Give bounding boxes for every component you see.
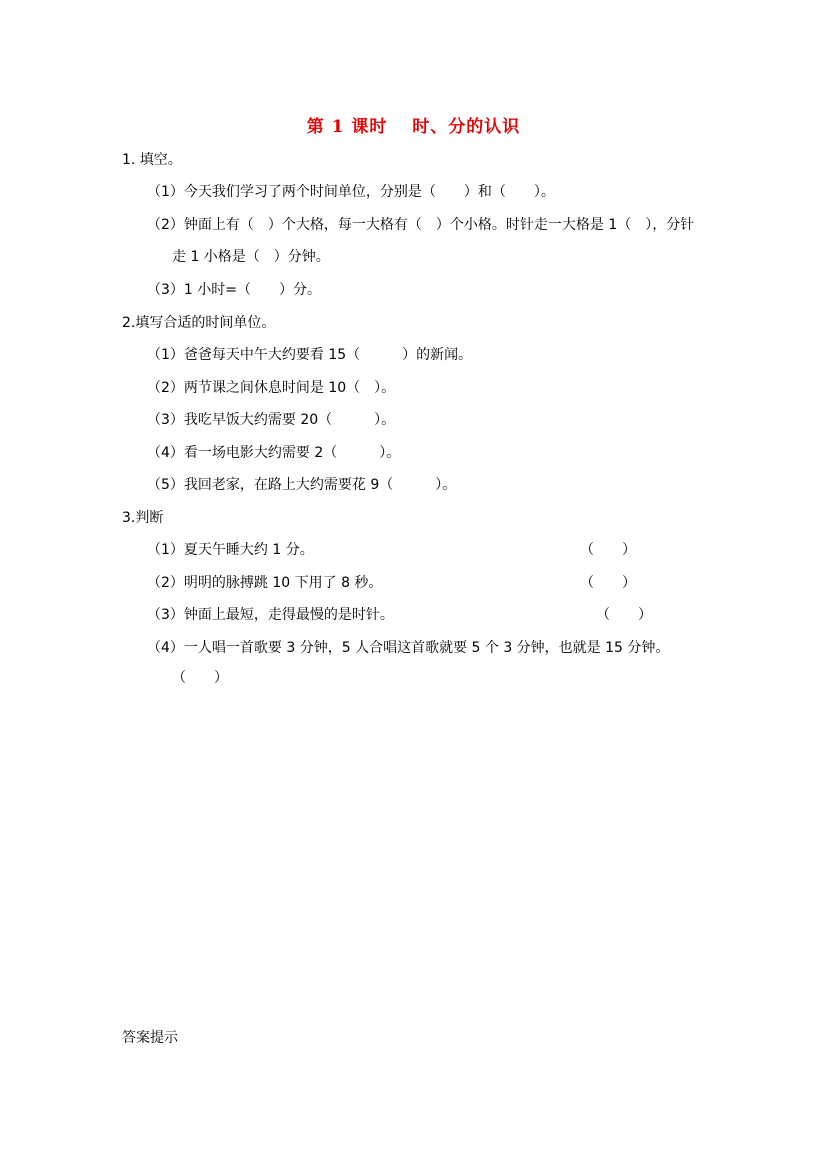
- question-2-3: （3）我吃早饭大约需要 20（ ）。: [147, 412, 396, 428]
- page-title: 第 1 课时 时、分的认识: [306, 117, 521, 137]
- question-2-1: （1）爸爸每天中午大约要看 15（ ）的新闻。: [147, 347, 473, 363]
- question-3-2: （2）明明的脉搏跳 10 下用了 8 秒。: [147, 575, 383, 591]
- question-1-2-continued: 走 1 小格是（ ）分钟。: [172, 249, 330, 265]
- question-3-3: （3）钟面上最短，走得最慢的是时针。: [147, 607, 394, 623]
- section-1-heading: 1. 填空。: [122, 152, 182, 168]
- question-2-2: （2）两节课之间休息时间是 10（ ）。: [147, 380, 396, 396]
- answer-bracket-3-1: （ ）: [580, 542, 636, 558]
- section-3-heading: 3.判断: [122, 510, 164, 526]
- question-3-1: （1）夏天午睡大约 1 分。: [147, 542, 314, 558]
- question-2-4: （4）看一场电影大约需要 2（ ）。: [147, 445, 401, 461]
- answer-bracket-3-3: （ ）: [596, 607, 652, 623]
- answer-bracket-3-4: （ ）: [172, 670, 228, 686]
- question-2-5: （5）我回老家，在路上大约需要花 9（ ）。: [147, 477, 457, 493]
- question-1-3: （3）1 小时=（ ）分。: [147, 282, 321, 298]
- answer-hints-heading: 答案提示: [122, 1030, 178, 1046]
- section-2-heading: 2.填写合适的时间单位。: [122, 315, 276, 331]
- question-3-4: （4）一人唱一首歌要 3 分钟，5 人合唱这首歌就要 5 个 3 分钟，也就是 15 分钟。: [147, 640, 670, 656]
- question-1-1: （1）今天我们学习了两个时间单位，分别是（ ）和（ ）。: [147, 184, 555, 200]
- answer-bracket-3-2: （ ）: [580, 575, 636, 591]
- question-1-2: （2）钟面上有（ ）个大格，每一大格有（ ）个小格。时针走一大格是 1（ ），分针: [147, 217, 695, 233]
